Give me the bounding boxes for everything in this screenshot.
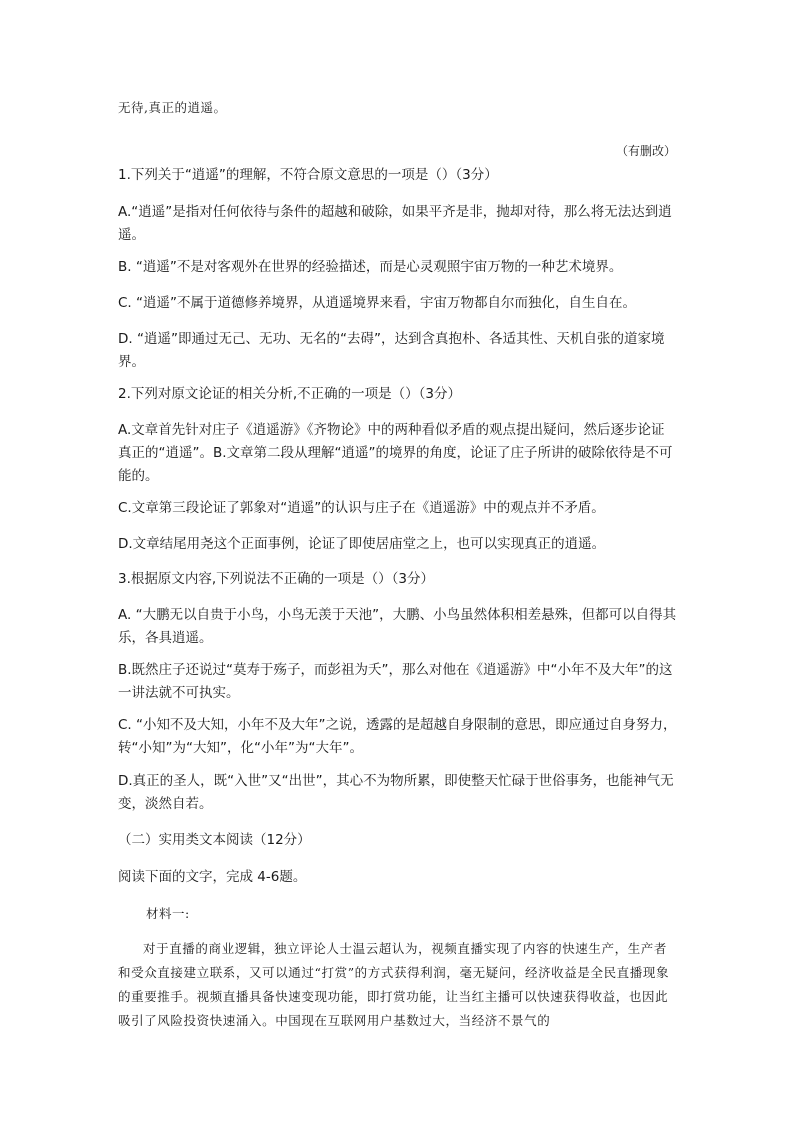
q3-option-d: D.真正的圣人，既“入世”又“出世”，其心不为物所累，即使整天忙碌于世俗事务，也能神气无变，淡然自若。 [118, 773, 674, 812]
q1-stem: 1.下列关于“逍遥”的理解，不符合原文意思的一项是（）（3分） [118, 167, 498, 183]
q2-option-d: D.文章结尾用尧这个正面事例，论证了即使居庙堂之上，也可以实现真正的逍遥。 [118, 536, 606, 552]
q1-option-b: B. “逍遥”不是对客观外在世界的经验描述，而是心灵观照宇宙万物的一种艺术境界。 [118, 259, 623, 275]
q3-option-a: A. “大鹏无以自贵于小鸟，小鸟无羡于天池”，大鹏、小鸟虽然体积相差悬殊，但都可以自得其乐，各具逍遥。 [118, 607, 677, 646]
section2-instruction: 阅读下面的文字，完成 4-6题。 [118, 869, 307, 885]
q3-option-c: C. “小知不及大知，小年不及大年”之说，透露的是超越自身限制的意思，即应通过自身努力，转“小知”为“大知”，化“小年”为“大年”。 [118, 717, 677, 756]
q3-option-b: B.既然庄子还说过“莫寿于殇子，而彭祖为夭”，那么对他在《逍遥游》中“小年不及大年”的这一讲法就不可执实。 [118, 662, 673, 701]
q1-option-a: A.“逍遥”是指对任何依待与条件的超越和破除，如果平齐是非，抛却对待，那么将无法达到逍遥。 [118, 204, 672, 243]
q1-option-d: D. “逍遥”即通过无己、无功、无名的“去碍”，达到含真抱朴、各适其性、天机自张的道家境界。 [118, 331, 665, 370]
q2-option-a: A.文章首先针对庄子《逍遥游》《齐物论》中的两种看似矛盾的观点提出疑问，然后逐步论证真正的“逍遥”。B.文章第二段从理解“逍遥”的境界的角度，论证了庄子所讲的破除依待是不可能的。 [118, 422, 673, 484]
material-label: 材料一: [146, 906, 190, 921]
q2-stem: 2.下列对原文论证的相关分析,不正确的一项是（）（3分） [118, 386, 462, 402]
source-note: （有删改） [615, 144, 676, 158]
material-paragraph: 对于直播的商业逻辑，独立评论人士温云超认为，视频直播实现了内容的快速生产，生产者和受众直接建立联系，又可以通过“打赏”的方式获得利润，毫无疑问，经济收益是全民直播现象的重要推手。视频直播具备快速变现功能，即打赏功能，让当红主播可以快速获得收益，也因此吸引了风险投资快速涌入。中国现在互联网用户基数过大，当经济不景气的 [118, 941, 670, 1028]
q3-stem: 3.根据原文内容,下列说法不正确的一项是（）（3分） [118, 571, 435, 587]
q1-option-c: C. “逍遥”不属于道德修养境界，从逍遥境界来看，宇宙万物都自尔而独化，自生自在。 [118, 295, 636, 311]
q2-option-c: C.文章第三段论证了郭象对“逍遥”的认识与庄子在《逍遥游》中的观点并不矛盾。 [118, 500, 605, 516]
section2-heading: （二）实用类文本阅读（12分） [118, 832, 311, 848]
intro-tail: 无待,真正的逍遥。 [118, 100, 227, 115]
